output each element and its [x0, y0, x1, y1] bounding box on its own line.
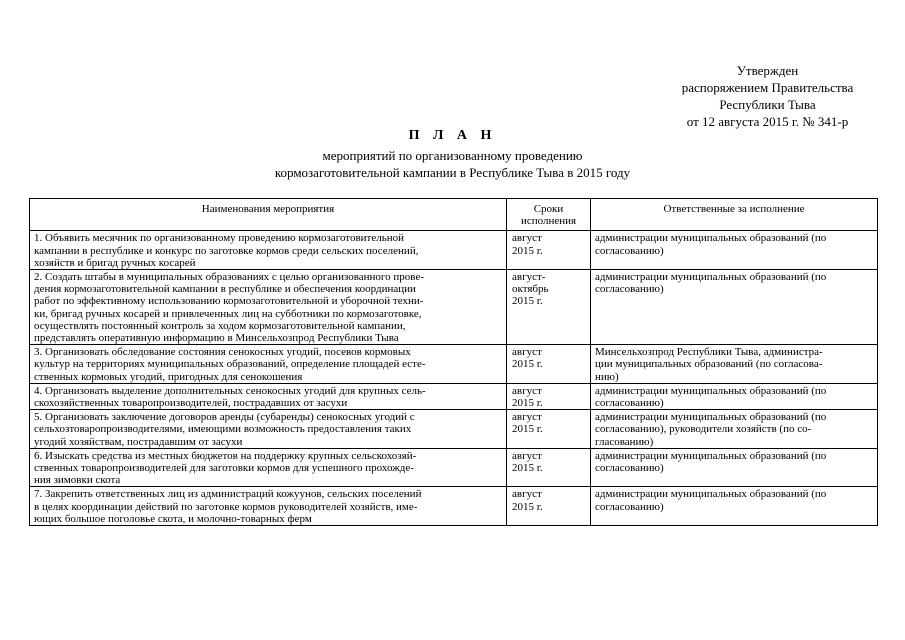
deadline-line: август [512, 411, 542, 424]
deadline-line: 2015 г. [512, 295, 543, 308]
deadline-cell [507, 345, 591, 384]
deadline-line: август [512, 232, 542, 245]
activity-line: ния зимовки скота [34, 474, 121, 487]
activity-line: 5. Организовать заключение договоров аренды (субаренды) сенокосных угодий с [34, 411, 415, 424]
deadline-line: 2015 г. [512, 500, 543, 513]
responsible-line: администрации муниципальных образований (по [595, 411, 827, 424]
table-row [30, 410, 878, 449]
activity-cell [30, 383, 507, 409]
activity-cell [30, 410, 507, 449]
activity-line: хозяйств и бригад ручных косарей [34, 256, 196, 269]
responsible-cell [591, 270, 878, 345]
deadline-line: август- [512, 271, 546, 284]
responsible-line: согласованию), руководители хозяйств (по со- [595, 423, 812, 436]
deadline-line: 2015 г. [512, 358, 543, 371]
activity-line: работ по эффективному использованию кормозаготовительной и уборочной техни- [34, 295, 424, 308]
deadline-cell [507, 383, 591, 409]
responsible-line: Минсельхозпрод Республики Тыва, администра- [595, 346, 823, 359]
responsible-line: согласованию) [595, 283, 664, 296]
activity-line: культур на территориях муниципальных образований, определение площадей есте- [34, 358, 426, 371]
table-row [30, 231, 878, 270]
responsible-cell [591, 410, 878, 449]
activity-line: осуществлять постоянный контроль за ходом кормозаготовительной кампании, [34, 319, 406, 332]
activity-cell [30, 270, 507, 345]
subtitle-line: кормозаготовительной кампании в Республике Тыва в 2015 году [274, 165, 631, 180]
deadline-line: август [512, 346, 542, 359]
activity-line: 2. Создать штабы в муниципальных образованиях с целью организованного прове- [34, 271, 424, 284]
responsible-line: согласованию) [595, 462, 664, 475]
approval-line: распоряжением Правительства [681, 80, 854, 95]
activity-line: представлять оперативную информацию в Минсельхозпрод Республики Тыва [34, 332, 399, 345]
table-row [30, 345, 878, 384]
table-row [30, 270, 878, 345]
activity-line: 7. Закрепить ответственных лиц из администраций кожуунов, сельских поселений [34, 488, 422, 501]
responsible-line: согласованию) [595, 397, 664, 410]
plan-table [29, 198, 878, 526]
responsible-line: администрации муниципальных образований (по [595, 232, 827, 245]
responsible-line: согласованию) [595, 500, 664, 513]
activity-line: сельхозтоваропроизводителями, имеющими возможность предоставления таких [34, 423, 412, 436]
activity-line: угодий хозяйствам, пострадавшим от засухи [34, 435, 243, 448]
responsible-line: согласованию) [595, 244, 664, 257]
activity-line: дения кормозаготовительной кампании в республике и обеспечения координации [34, 283, 416, 296]
deadline-line: август [512, 449, 542, 462]
activity-line: ственных товаропроизводителей для заготовки кормов для успешного прохожде- [34, 462, 414, 475]
responsible-line: администрации муниципальных образований (по [595, 488, 827, 501]
column-header-name: Наименования мероприятия [30, 199, 507, 231]
responsible-cell [591, 345, 878, 384]
plan-title: П Л А Н [408, 128, 497, 143]
activity-cell [30, 487, 507, 526]
table-header-row [30, 199, 878, 231]
activity-line: кампании в республике и конкурс по заготовке кормов среди сельских поселений, [34, 244, 419, 257]
deadline-cell [507, 270, 591, 345]
responsible-cell [591, 487, 878, 526]
deadline-line: август [512, 384, 542, 397]
deadline-cell [507, 231, 591, 270]
plan-subtitle [0, 147, 905, 181]
responsible-line: гласованию) [595, 435, 654, 448]
approval-line: Республики Тыва [719, 97, 816, 112]
activity-line: в целях координации действий по заготовке кормов руководителей хозяйств, име- [34, 500, 418, 513]
responsible-line: администрации муниципальных образований (по [595, 449, 827, 462]
activity-line: 6. Изыскать средства из местных бюджетов на поддержку крупных сельскохозяй- [34, 449, 417, 462]
activity-line: ственных кормовых угодий, пригодных для сенокошения [34, 370, 303, 383]
table-row [30, 383, 878, 409]
activity-line: скохозяйственных товаропроизводителей, пострадавших от засухи [34, 397, 348, 410]
activity-line: 4. Организовать выделение дополнительных сенокосных угодий для крупных сель- [34, 384, 426, 397]
responsible-line: нию) [595, 370, 619, 383]
approval-line: Утвержден [736, 63, 799, 78]
activity-line: 1. Объявить месячник по организованному проведению кормозаготовительной [34, 232, 405, 245]
deadline-line: октябрь [512, 283, 549, 296]
table-row [30, 448, 878, 487]
deadline-line: 2015 г. [512, 244, 543, 257]
deadline-line: август [512, 488, 542, 501]
table-row [30, 487, 878, 526]
responsible-line: администрации муниципальных образований (по [595, 271, 827, 284]
column-header-time: Сроки исполнения [507, 199, 591, 231]
activity-cell [30, 345, 507, 384]
responsible-cell [591, 383, 878, 409]
responsible-line: администрации муниципальных образований (по [595, 384, 827, 397]
deadline-cell [507, 487, 591, 526]
column-header-responsible: Ответственные за исполнение [591, 199, 878, 231]
activity-line: ки, бригад ручных косарей и привлеченных лиц на субботники по кормозаготовке, [34, 307, 422, 320]
responsible-cell [591, 231, 878, 270]
activity-line: 3. Организовать обследование состояния сенокосных угодий, посевов кормовых [34, 346, 411, 359]
subtitle-line: мероприятий по организованному проведению [322, 148, 583, 163]
activity-line: ющих большое поголовье скота, и молочно-товарных ферм [34, 512, 312, 525]
deadline-line: 2015 г. [512, 397, 543, 410]
deadline-line: 2015 г. [512, 423, 543, 436]
deadline-cell [507, 410, 591, 449]
responsible-line: ции муниципальных образований (по согласова- [595, 358, 823, 371]
table-body [30, 231, 878, 526]
deadline-cell [507, 448, 591, 487]
responsible-cell [591, 448, 878, 487]
activity-cell [30, 448, 507, 487]
deadline-line: 2015 г. [512, 462, 543, 475]
approval-stamp [660, 62, 875, 130]
activity-cell [30, 231, 507, 270]
approval-line: от 12 августа 2015 г. № 341-р [686, 114, 849, 129]
